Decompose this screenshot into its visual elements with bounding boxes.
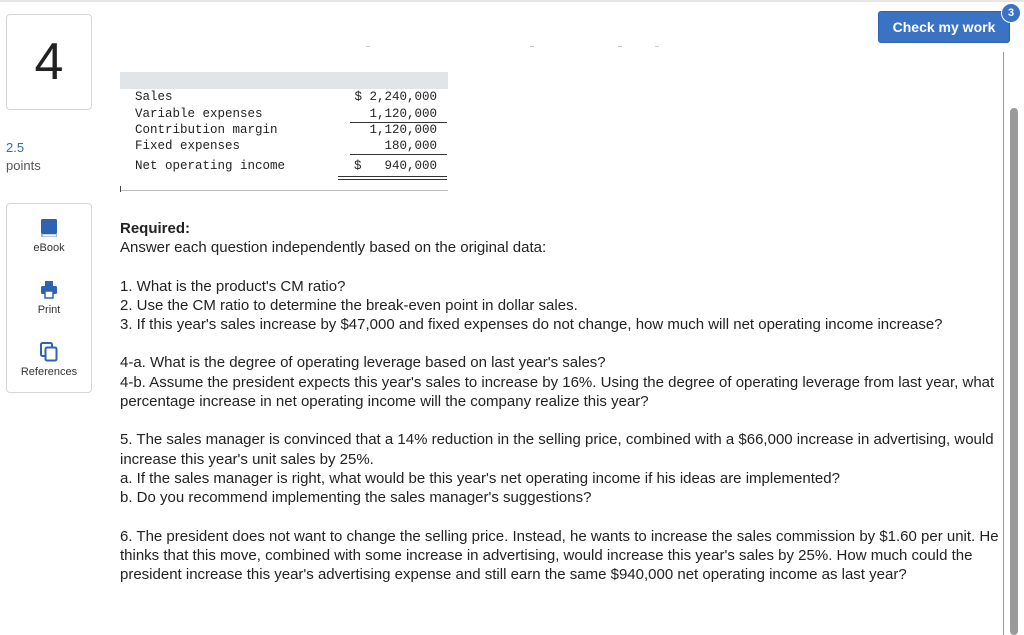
- question-number: 4: [6, 14, 92, 110]
- check-my-work-button[interactable]: Check my work: [878, 11, 1010, 43]
- faint-mark: [366, 46, 370, 47]
- side-tools-panel: [6, 203, 92, 393]
- question-5b: b. Do you recommend implementing the sales manager's suggestions?: [120, 489, 592, 507]
- content-edge: [1003, 52, 1004, 635]
- faint-mark: [618, 46, 622, 47]
- row-label: Net operating income: [135, 159, 286, 173]
- total-rule: [338, 179, 447, 180]
- instruction-text: Answer each question independently based on the original data:: [120, 239, 547, 257]
- subtotal-rule: [350, 154, 447, 155]
- copy-icon: [40, 342, 58, 362]
- references-label: References: [20, 366, 78, 378]
- row-label: Sales: [135, 90, 173, 104]
- income-statement: [120, 72, 448, 192]
- points-value: 2.5: [6, 140, 25, 155]
- scrollbar[interactable]: [1010, 108, 1018, 635]
- row-label: Variable expenses: [135, 107, 263, 121]
- points-label: points: [6, 158, 41, 173]
- total-rule: [338, 176, 447, 177]
- top-divider: [0, 0, 1024, 2]
- question-6: 6. The president does not want to change the selling price. Instead, he wants to increase the sales commission by $1.60 per unit. He thinks that this move, combined with some increase in advertising, would increase this year's sales by 25%. How much could the president increase this year's advertising expense and still earn the same $940,000 net operating income as last year?: [120, 527, 999, 584]
- question-5: 5. The sales manager is convinced that a 14% reduction in the selling price, combined with a $66,000 increase in advertising, would increase this year's unit sales by 25%.: [120, 431, 994, 468]
- question-5a: a. If the sales manager is right, what would be this year's net operating income if his ideas are implemented?: [120, 469, 840, 487]
- statement-header-band: [120, 72, 448, 89]
- question-content: [120, 219, 1000, 584]
- question-2: 2. Use the CM ratio to determine the break-even point in dollar sales.: [120, 296, 578, 314]
- attempts-badge: 3: [1001, 3, 1021, 23]
- faint-mark: [530, 46, 534, 47]
- print-button[interactable]: [7, 280, 91, 316]
- question-4a: 4-a. What is the degree of operating leverage based on last year's sales?: [120, 354, 606, 372]
- row-amount: 180,000: [384, 139, 437, 153]
- row-amount: 940,000: [384, 159, 437, 173]
- required-title: Required:: [120, 220, 191, 237]
- row-amount: 1,120,000: [369, 123, 437, 137]
- row-amount: $ 2,240,000: [354, 90, 437, 104]
- printer-icon: [40, 280, 58, 300]
- print-label: Print: [37, 304, 61, 316]
- question-3: 3. If this year's sales increase by $47,000 and fixed expenses do not change, how much will net operating income increase?: [120, 316, 943, 334]
- book-icon: [40, 218, 58, 238]
- row-label: Contribution margin: [135, 123, 278, 137]
- row-amount: 1,120,000: [369, 107, 437, 121]
- question-4b: 4-b. Assume the president expects this year's sales to increase by 16%. Using the degree of operating leverage from last year, what percentage increase in net operating income will the company realize this year?: [120, 373, 995, 411]
- statement-bottom-border: [120, 184, 448, 191]
- row-label: Fixed expenses: [135, 139, 241, 153]
- references-button[interactable]: [7, 342, 91, 378]
- ebook-button[interactable]: [7, 218, 91, 254]
- ebook-label: eBook: [33, 242, 65, 254]
- question-1: 1. What is the product's CM ratio?: [120, 277, 346, 295]
- row-dollar: $: [354, 159, 362, 173]
- faint-mark: [655, 46, 659, 47]
- statement-left-border: [120, 186, 121, 192]
